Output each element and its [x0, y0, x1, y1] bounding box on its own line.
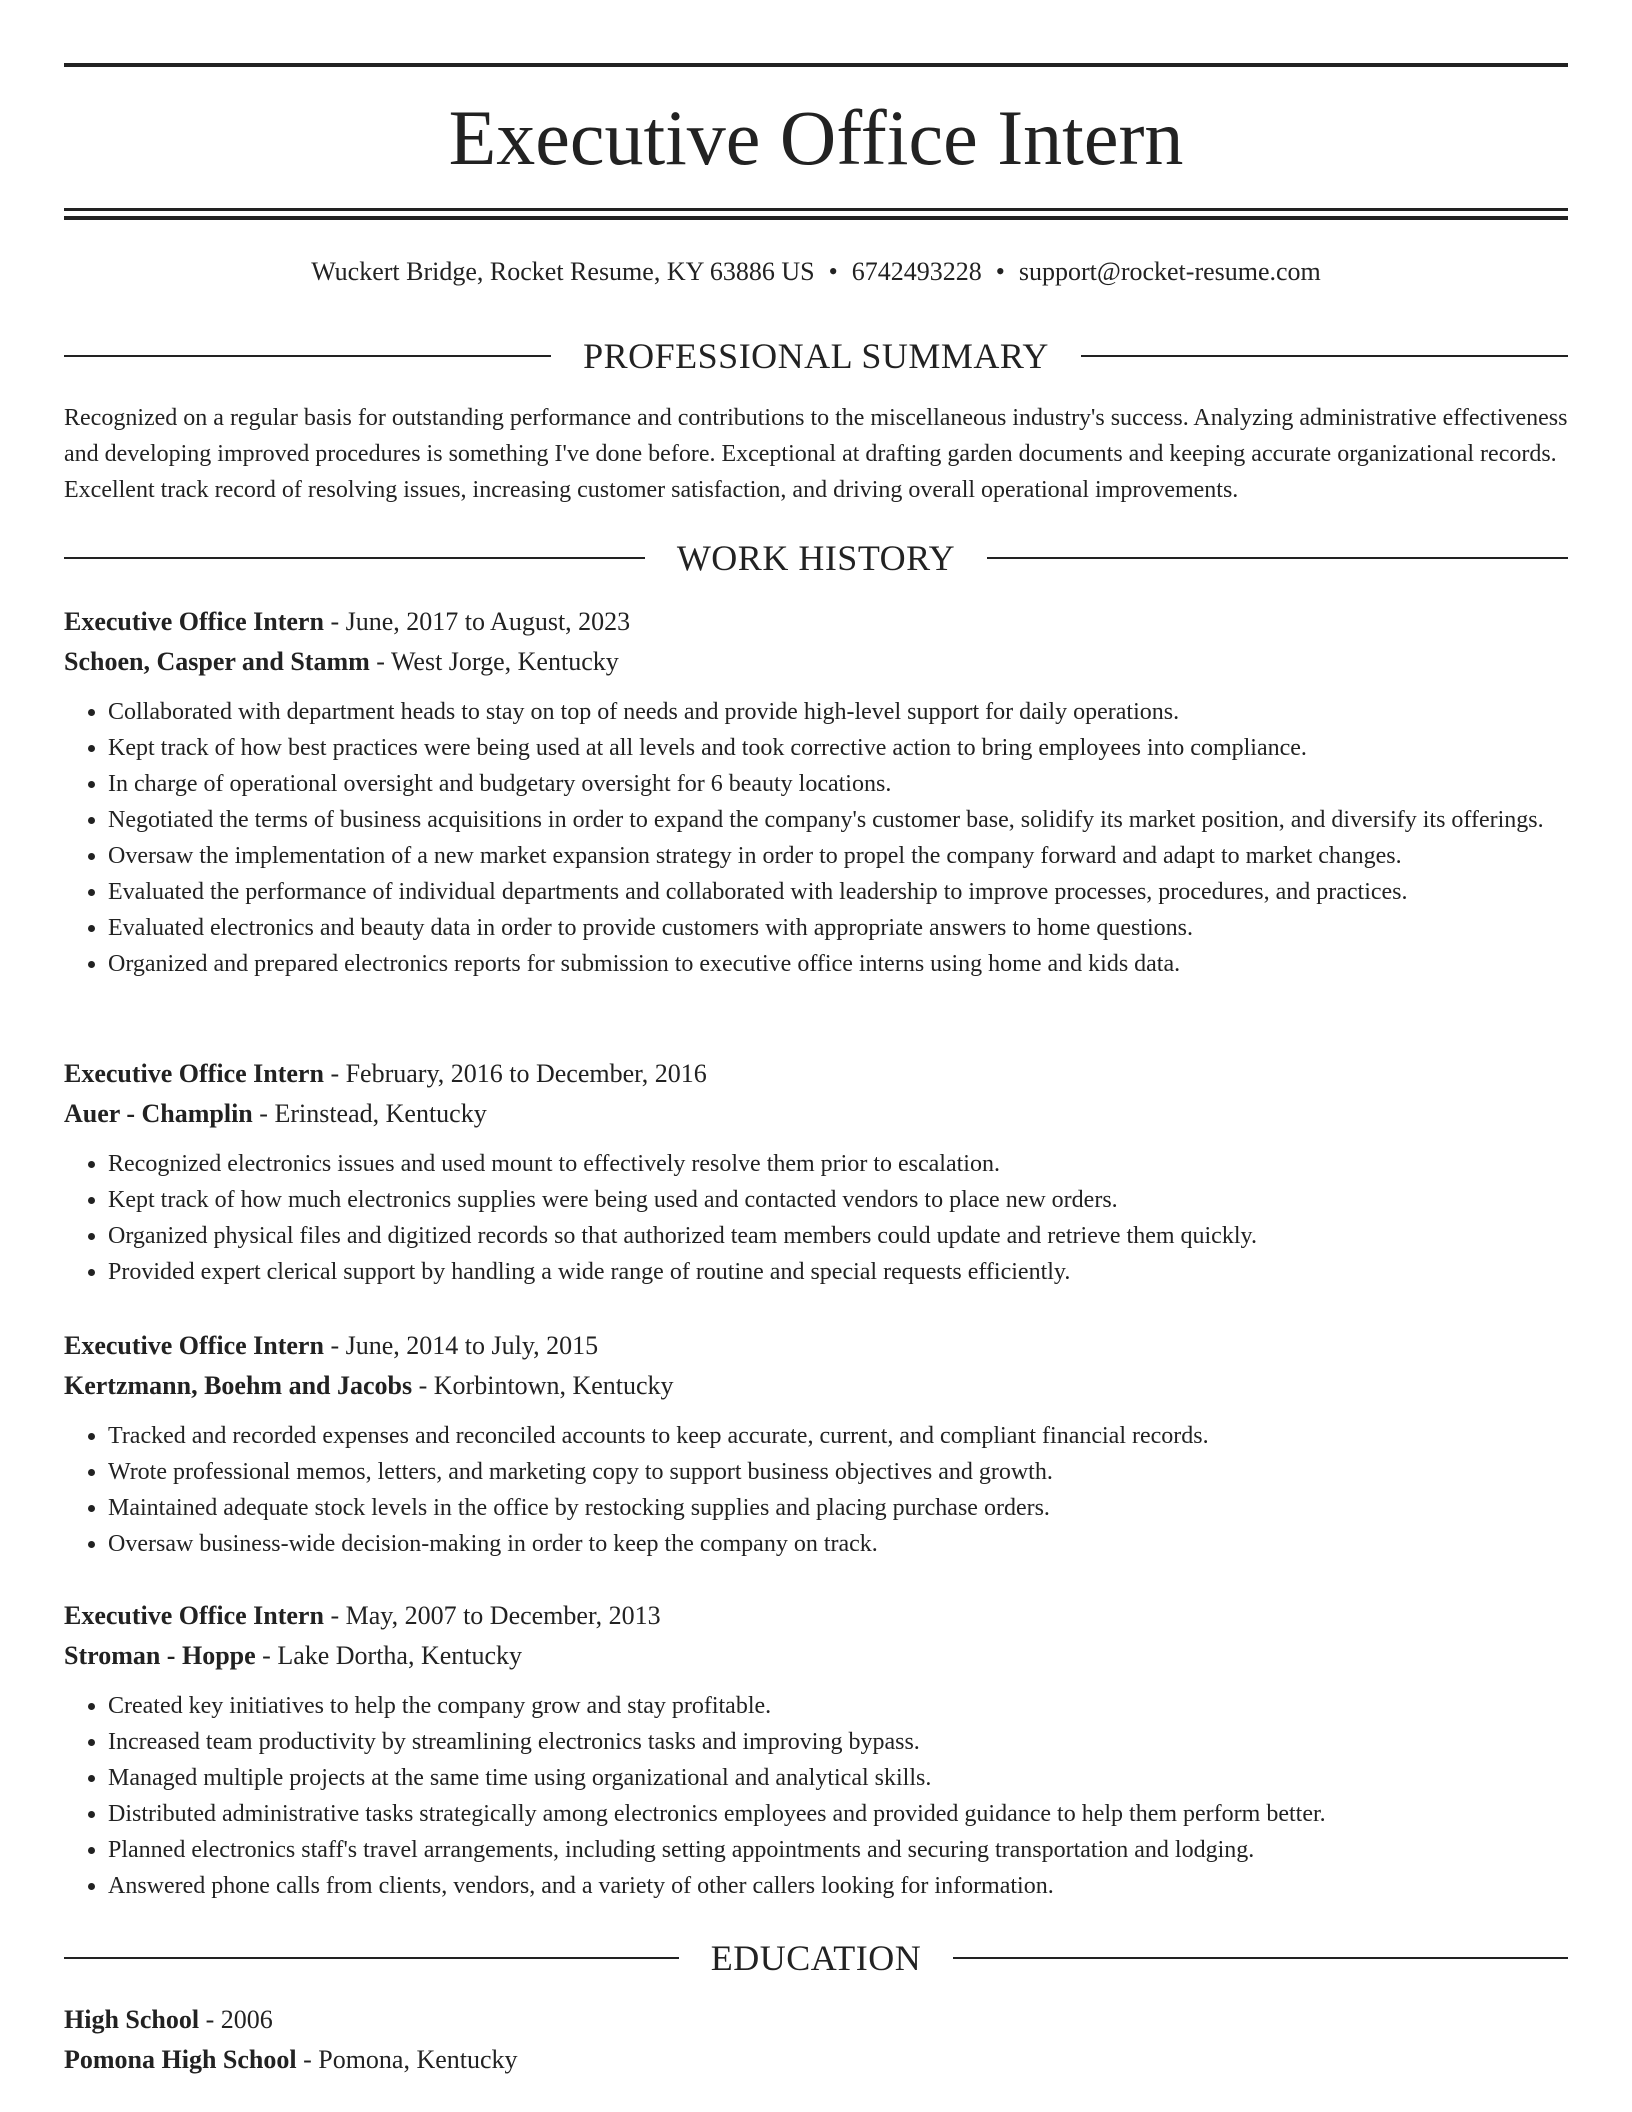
- job-bullet: • Organized and prepared electronics reports for submission to executive office interns using home and kids data.: [108, 946, 1568, 982]
- job-title: Executive Office Intern: [64, 607, 324, 636]
- job-bullet: • Organized physical files and digitized records so that authorized team members could update and retrieve them quickly.: [108, 1218, 1568, 1254]
- heading-rule-right: [987, 557, 1568, 559]
- job-bullet: • Recognized electronics issues and used mount to effectively resolve them prior to escalation.: [108, 1146, 1568, 1182]
- education-heading-text: EDUCATION: [710, 1938, 922, 1978]
- resume-title: Executive Office Intern: [448, 94, 1184, 181]
- education-degree-line: [64, 2000, 1568, 2040]
- job-title: Executive Office Intern: [64, 1601, 324, 1630]
- job-company: Schoen, Casper and Stamm: [64, 647, 370, 676]
- job-dates: - May, 2007 to December, 2013: [323, 1601, 661, 1630]
- job-location: - Lake Dortha, Kentucky: [255, 1641, 523, 1670]
- education-entry: [64, 2000, 1568, 2080]
- job-company-line: [64, 642, 1568, 682]
- job-company: Stroman - Hoppe: [64, 1641, 256, 1670]
- job-title-line: [64, 1326, 1568, 1366]
- job-bullet: • Increased team productivity by streamlining electronics tasks and improving bypass.: [108, 1724, 1568, 1760]
- job-company: Kertzmann, Boehm and Jacobs: [64, 1371, 413, 1400]
- job-location: - Erinstead, Kentucky: [252, 1099, 487, 1128]
- job-bullet: • Created key initiatives to help the company grow and stay profitable.: [108, 1688, 1568, 1724]
- job-bullets: [64, 694, 1568, 982]
- contact-phone: 6742493228: [851, 257, 982, 286]
- job-dates: - February, 2016 to December, 2016: [323, 1059, 707, 1088]
- summary-text: Recognized on a regular basis for outstanding performance and contributions to the miscellaneous industry's success. Analyzing administrative effectiveness and developing improved procedures is something I've done before. Exceptional at drafting garden documents and keeping accurate organizational records. Excellent track record of resolving issues, increasing customer satisfaction, and driving overall operational improvements.: [64, 405, 1568, 503]
- job-company: Auer - Champlin: [64, 1099, 253, 1128]
- work-history-heading-text: WORK HISTORY: [676, 538, 956, 578]
- heading-rule-left: [64, 1957, 679, 1959]
- job-dates: - June, 2014 to July, 2015: [323, 1331, 599, 1360]
- job-dates: - June, 2017 to August, 2023: [323, 607, 631, 636]
- job-title-line: [64, 1596, 1568, 1636]
- top-rule: [64, 63, 1568, 67]
- heading-rule-right: [1081, 355, 1568, 357]
- job-bullet: • Evaluated the performance of individual departments and collaborated with leadership to improve processes, procedures, and practices.: [108, 874, 1568, 910]
- job-title-line: [64, 602, 1568, 642]
- job-bullet: • Provided expert clerical support by handling a wide range of routine and special requests efficiently.: [108, 1254, 1568, 1290]
- job-title-line: [64, 1054, 1568, 1094]
- contact-email: support@rocket-resume.com: [1018, 257, 1321, 286]
- job-bullet: • In charge of operational oversight and budgetary oversight for 6 beauty locations.: [108, 766, 1568, 802]
- job-entry: [64, 1596, 1568, 1904]
- job-bullet: • Answered phone calls from clients, vendors, and a variety of other callers looking for information.: [108, 1868, 1568, 1904]
- education-heading: [64, 1938, 1568, 1978]
- job-bullets: [64, 1418, 1568, 1562]
- job-company-line: [64, 1636, 1568, 1676]
- job-bullet: • Distributed administrative tasks strategically among electronics employees and provided guidance to help them perform better.: [108, 1796, 1568, 1832]
- job-bullet: • Planned electronics staff's travel arrangements, including setting appointments and securing transportation and lodging.: [108, 1832, 1568, 1868]
- education-location: - Pomona, Kentucky: [296, 2045, 518, 2074]
- job-bullets: [64, 1688, 1568, 1904]
- job-bullet: • Tracked and recorded expenses and reconciled accounts to keep accurate, current, and compliant financial records.: [108, 1418, 1568, 1454]
- job-entry: [64, 602, 1568, 982]
- job-bullet: • Evaluated electronics and beauty data in order to provide customers with appropriate answers to home questions.: [108, 910, 1568, 946]
- job-bullet: • Oversaw business-wide decision-making in order to keep the company on track.: [108, 1526, 1568, 1562]
- job-entry: [64, 1054, 1568, 1290]
- job-title: Executive Office Intern: [64, 1059, 324, 1088]
- heading-rule-left: [64, 557, 645, 559]
- job-location: - West Jorge, Kentucky: [369, 647, 619, 676]
- education-school: Pomona High School: [64, 2045, 297, 2074]
- job-bullet: • Managed multiple projects at the same time using organizational and analytical skills.: [108, 1760, 1568, 1796]
- heading-rule-left: [64, 355, 551, 357]
- job-entry: [64, 1326, 1568, 1562]
- education-year: - 2006: [199, 2005, 273, 2034]
- double-rule: [64, 208, 1568, 220]
- work-history-heading: [64, 538, 1568, 578]
- job-bullets: [64, 1146, 1568, 1290]
- job-bullet: • Negotiated the terms of business acquisitions in order to expand the company's customer base, solidify its market position, and diversify its offerings.: [108, 802, 1568, 838]
- job-company-line: [64, 1094, 1568, 1134]
- contact-address: Wuckert Bridge, Rocket Resume, KY 63886 US: [311, 257, 815, 286]
- contact-separator: •: [995, 257, 1005, 286]
- job-company-line: [64, 1366, 1568, 1406]
- job-bullet: • Collaborated with department heads to stay on top of needs and provide high-level support for daily operations.: [108, 694, 1568, 730]
- job-bullet: • Oversaw the implementation of a new market expansion strategy in order to propel the company forward and adapt to market changes.: [108, 838, 1568, 874]
- job-bullet: • Maintained adequate stock levels in the office by restocking supplies and placing purchase orders.: [108, 1490, 1568, 1526]
- education-school-line: [64, 2040, 1568, 2080]
- education-degree: High School: [64, 2005, 200, 2034]
- heading-rule-right: [953, 1957, 1568, 1959]
- summary-heading-text: PROFESSIONAL SUMMARY: [583, 336, 1049, 376]
- job-bullet: • Wrote professional memos, letters, and marketing copy to support business objectives and growth.: [108, 1454, 1568, 1490]
- job-location: - Korbintown, Kentucky: [412, 1371, 674, 1400]
- summary-heading: [64, 336, 1568, 376]
- job-bullet: • Kept track of how best practices were being used at all levels and took corrective action to bring employees into compliance.: [108, 730, 1568, 766]
- job-bullet: • Kept track of how much electronics supplies were being used and contacted vendors to place new orders.: [108, 1182, 1568, 1218]
- contact-separator: •: [828, 257, 838, 286]
- job-title: Executive Office Intern: [64, 1331, 324, 1360]
- contact-line: [64, 254, 1568, 290]
